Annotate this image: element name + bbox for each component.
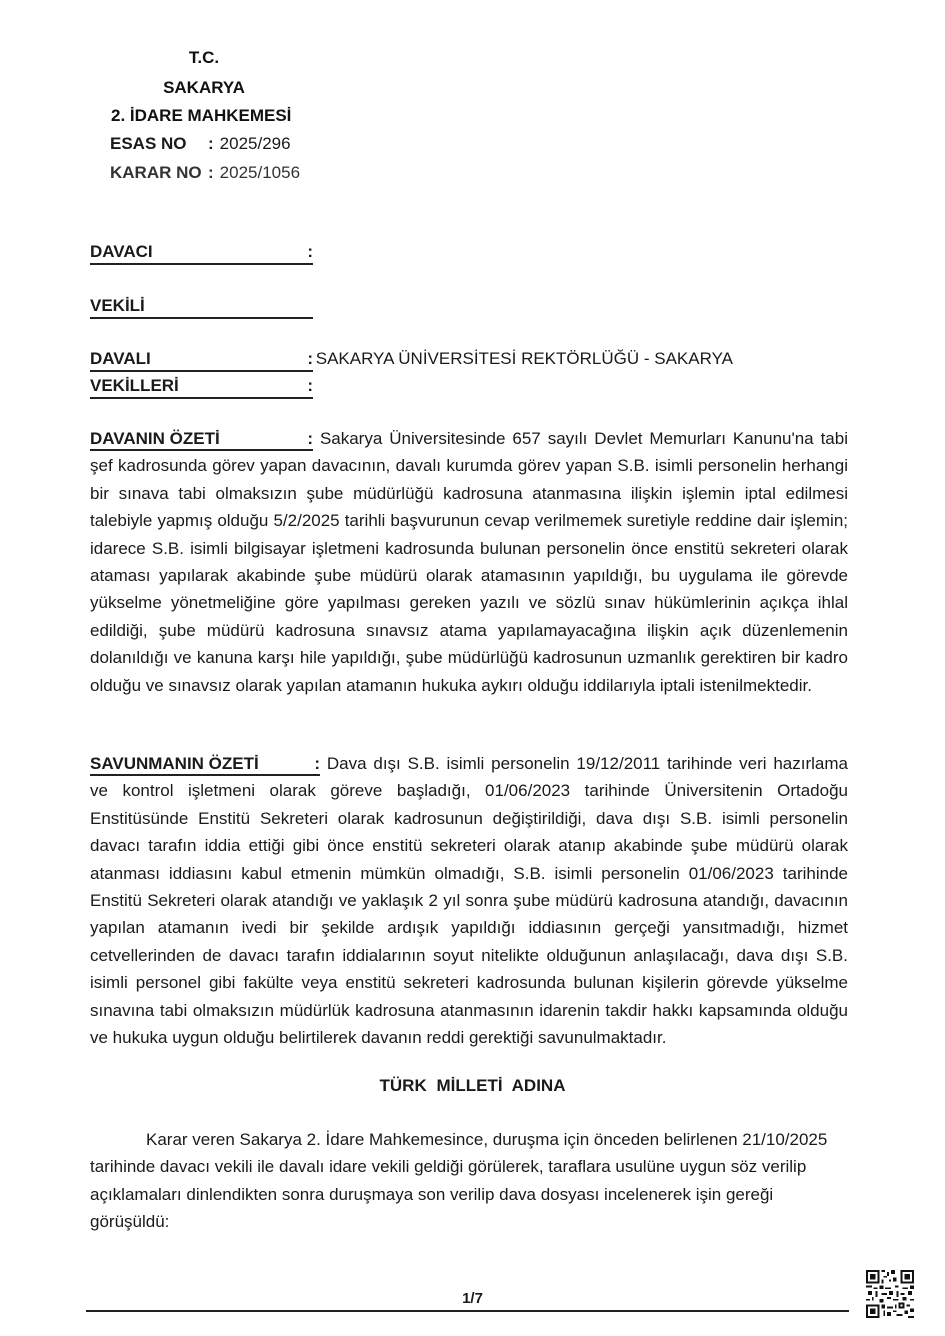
esas-no-separator: :	[208, 134, 214, 153]
page-number: 1/7	[462, 1290, 483, 1307]
decision-paragraph: Karar veren Sakarya 2. İdare Mahkemesince, duruşma için önceden belirlenen 21/10/2025 tarihinde davacı vekili ile davalı idare vekili geldiği görülerek, taraflara usulüne uygun söz verilip açıklamaları dinlendikten sonra duruşmaya son verilip dava dosyası incelenerek işin gereği görüşüldü:	[90, 1130, 828, 1232]
davanin-ozeti-label: DAVANIN ÖZETİ :	[90, 429, 313, 451]
davaci-label: DAVACI :	[90, 242, 313, 265]
vekilleri-separator: :	[307, 376, 313, 395]
savunmanin-ozeti-separator: :	[314, 754, 320, 773]
vekilleri-label: VEKİLLERİ :	[90, 376, 313, 399]
esas-no-row	[110, 134, 291, 154]
court-name: 2. İDARE MAHKEMESİ	[111, 106, 292, 125]
section-title: TÜRK MİLLETİ ADINA	[379, 1076, 566, 1095]
footer-divider	[86, 1310, 849, 1312]
karar-no-label: KARAR NO	[110, 163, 202, 182]
header-tc: T.C.	[188, 48, 220, 67]
karar-no-row	[110, 163, 300, 183]
davanin-ozeti-text: Sakarya Üniversitesinde 657 sayılı Devlet Memurları Kanunu'na tabi şef kadrosunda görev yapan davacının, davalı kurumda görev yapan S.B. isimli personelin herhangi bir sınava tabi olmaksızın şube müdürlüğü kadrosuna atanmasına ilişkin işlemin iptal edilmesi talebiyle yapmış olduğu 5/2/2025 tarihli başvurunun cevap verilmemek suretiyle reddine dair işlemin; idarece S.B. isimli bilgisayar işletmeni kadrosunda bulunan personelin önce enstitü sekreteri olarak ataması yapılarak akabinde şube müdürü olarak atamasının yapıldığı, bu uygulama ile görevde yükselme yönetmeliğine göre yapılması gereken yazılı ve sözlü sınav hükümlerinin açıkça ihlal edildiği, şube müdürü kadrosuna sınavsız atama yapılamayacağına ilişkin açık düzenlemenin dolanıldığı ve kanuna karşı hile yapıldığı, şube müdürlüğü kadrosunun uzmanlık gerektiren bir kadro olduğu ve sınavsız olarak yapılan atamanın hukuka aykırı olduğu iddilarıyla iptali istenilmektedir.	[90, 429, 848, 695]
party-davaci	[90, 242, 850, 265]
party-vekilleri	[90, 376, 850, 399]
esas-no-value: 2025/296	[219, 134, 291, 153]
davaci-separator: :	[307, 242, 313, 261]
party-davali	[90, 349, 850, 372]
davanin-ozeti-separator: :	[307, 429, 313, 448]
esas-no-label: ESAS NO	[110, 134, 187, 153]
davali-value: SAKARYA ÜNİVERSİTESİ REKTÖRLÜĞÜ - SAKARYA	[315, 349, 733, 368]
vekili-label: VEKİLİ	[90, 296, 313, 319]
davanin-ozeti-section	[90, 425, 848, 699]
savunmanin-ozeti-text: Dava dışı S.B. isimli personelin 19/12/2011 tarihinde veri hazırlama ve kontrol işletmeni olarak göreve başladığı, 01/06/2023 tarihinde Üniversitenin Ortadoğu Enstitüsünde Enstitü Sekreteri olarak kadrosunun değiştirildiği, dava dışı S.B. isimli personelin davacı tarafın iddia ettiği gibi önce enstitü sekreteri olarak atanıp akabinde şube müdürü olarak atanması iddiasını kabul etmenin mümkün olmadığı, S.B. isimli personelin 01/06/2023 tarihinde Enstitü Sekreteri olarak atandığı ve yaklaşık 2 yıl sonra şube müdürü kadrosuna atandığı, davacının yapılan atamanın ivedi bir şekilde ardışık yapıldığı iddiasının gerçeği yansıtmadığı, hizmet cetvellerinden de davacı tarafın iddialarının soyut nitelikte olduğunun anlaşılacağı, dava dışı S.B. isimli personel gibi fakülte veya enstitü sekreteri kadrosunda bulunan kişilerin görevde yükselme sınavına tabi olmaksızın müdürlük kadrosuna atanmasının idarenin takdir hakkı kapsamında olduğu ve hukuka uygun olduğu belirtilerek davanın reddi gerektiği savunulmaktadır.	[90, 754, 848, 1048]
qr-code-icon	[866, 1270, 914, 1318]
party-vekili	[90, 296, 850, 319]
savunmanin-ozeti-section	[90, 750, 848, 1051]
davali-label: DAVALI :	[90, 349, 313, 372]
header-city: SAKARYA	[163, 78, 245, 97]
savunmanin-ozeti-label: SAVUNMANIN ÖZETİ :	[90, 754, 320, 776]
karar-no-value: 2025/1056	[219, 163, 301, 182]
davali-separator: :	[307, 349, 313, 368]
karar-no-separator: :	[208, 163, 214, 182]
